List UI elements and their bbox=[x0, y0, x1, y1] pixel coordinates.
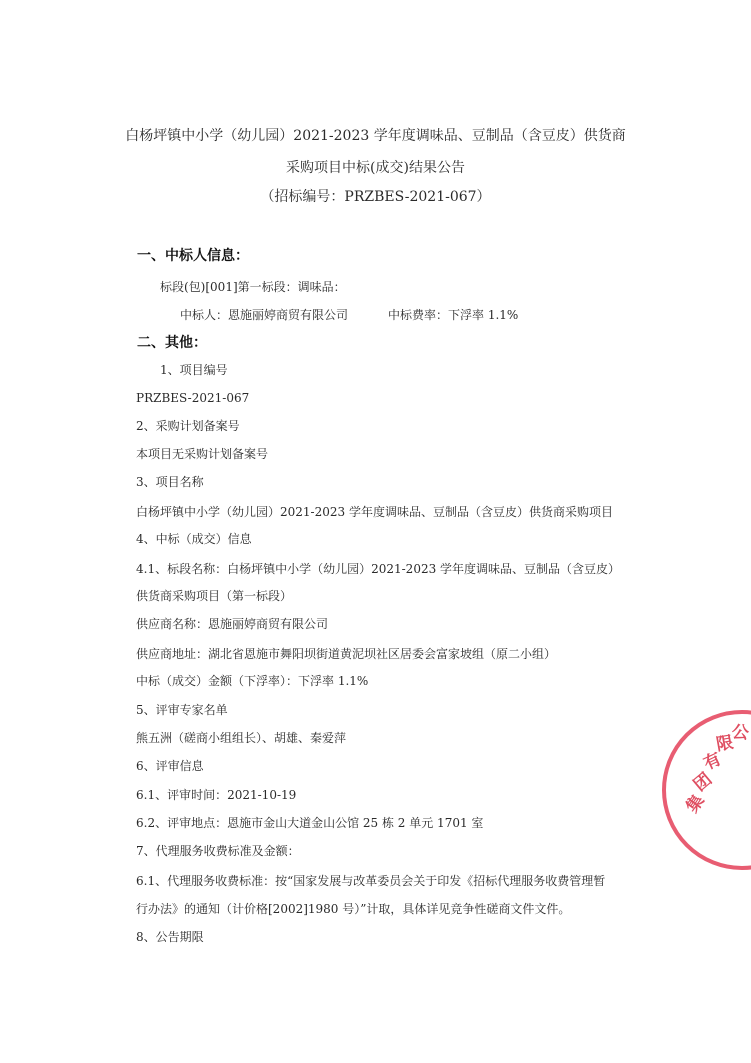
item-project-number-label: 1、项目编号 bbox=[160, 363, 228, 377]
item-review-time: 6.1、评审时间：2021-10-19 bbox=[136, 788, 297, 802]
document-title-line-3: （招标编号：PRZBES-2021-067） bbox=[260, 189, 491, 205]
item-supplier-address: 供应商地址：湖北省恩施市舞阳坝街道黄泥坝社区居委会富家坡组（原二小组） bbox=[136, 647, 557, 661]
seal-char-1: 集 bbox=[682, 791, 709, 817]
winner-rate: 中标费率：下浮率 1.1% bbox=[388, 308, 519, 322]
seal-char-5: 公 bbox=[730, 722, 750, 744]
seal-char-2: 团 bbox=[690, 769, 717, 796]
item-experts-value: 熊五洲（磋商小组组长）、胡雄、秦爱萍 bbox=[136, 731, 347, 745]
document-title-line-2: 采购项目中标(成交)结果公告 bbox=[286, 160, 465, 176]
item-award-amount: 中标（成交）金额（下浮率）：下浮率 1.1% bbox=[136, 674, 369, 688]
item-award-info-label: 4、中标（成交）信息 bbox=[136, 532, 252, 546]
item-fee-standard-line-2: 行办法》的通知（计价格[2002]1980 号）”计取，具体详见竞争性磋商文件文件。 bbox=[136, 902, 571, 916]
item-project-name-value: 白杨坪镇中小学（幼儿园）2021-2023 学年度调味品、豆制品（含豆皮）供货商采购项目 bbox=[136, 505, 613, 519]
document-title-line-1: 白杨坪镇中小学（幼儿园）2021-2023 学年度调味品、豆制品（含豆皮）供货商 bbox=[125, 128, 626, 144]
winner-name: 中标人：恩施丽婷商贸有限公司 bbox=[180, 308, 349, 322]
item-lot-name-line-2: 供货商采购项目（第一标段） bbox=[136, 589, 293, 603]
item-notice-period-label: 8、公告期限 bbox=[136, 930, 204, 944]
seal-char-3: 有 bbox=[700, 749, 725, 775]
item-review-location: 6.2、评审地点：恩施市金山大道金山公馆 25 栋 2 单元 1701 室 bbox=[136, 816, 484, 830]
item-plan-record-value: 本项目无采购计划备案号 bbox=[136, 447, 269, 461]
winner-line bbox=[180, 307, 518, 323]
item-lot-name-line-1: 4.1、标段名称：白杨坪镇中小学（幼儿园）2021-2023 学年度调味品、豆制品（含豆皮） bbox=[136, 562, 621, 576]
item-experts-label: 5、评审专家名单 bbox=[136, 703, 228, 717]
item-project-name-label: 3、项目名称 bbox=[136, 475, 204, 489]
item-plan-record-label: 2、采购计划备案号 bbox=[136, 419, 240, 433]
section-heading-other: 二、其他： bbox=[137, 335, 207, 351]
item-project-number-value: PRZBES-2021-067 bbox=[136, 391, 250, 405]
seal-char-4: 限 bbox=[714, 732, 736, 756]
item-fee-label: 7、代理服务收费标准及金额： bbox=[136, 844, 300, 858]
item-fee-standard-line-1: 6.1、代理服务收费标准：按“国家发展与改革委员会关于印发《招标代理服务收费管理暂 bbox=[136, 874, 606, 888]
item-review-info-label: 6、评审信息 bbox=[136, 759, 204, 773]
item-supplier-name: 供应商名称：恩施丽婷商贸有限公司 bbox=[136, 617, 329, 631]
lot-label: 标段(包)[001]第一标段：调味品： bbox=[160, 280, 346, 294]
section-heading-winner-info: 一、中标人信息： bbox=[137, 248, 249, 264]
